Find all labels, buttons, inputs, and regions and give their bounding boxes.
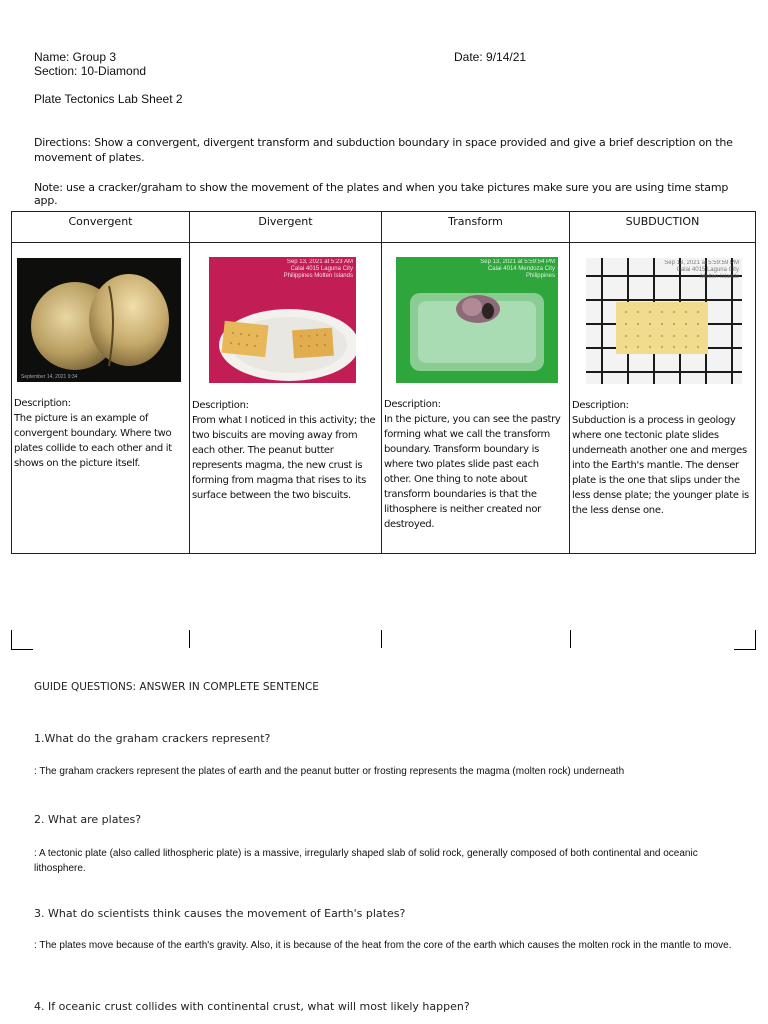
- guide-heading: GUIDE QUESTIONS: ANSWER IN COMPLETE SENTENCE: [34, 681, 319, 693]
- description-label: Description:: [571, 400, 629, 411]
- crop-mark: [189, 630, 190, 648]
- column-header-subduction: SUBDUCTION: [569, 212, 755, 243]
- question-3: 3. What do scientists think causes the movement of Earth's plates?: [34, 907, 406, 920]
- convergent-description: The picture is an example of convergent boundary. Where two plates collide to each other and it shows on the picture itself.: [14, 413, 172, 469]
- crop-mark: [11, 649, 33, 650]
- divergent-cell: [189, 243, 381, 554]
- divergent-description: From what I noticed in this activity; the two biscuits are moving away from each other. The peanut butter represents magma, the new crust is forming from magma that rises to its surface between the two biscuits.: [191, 415, 376, 501]
- crop-mark: [381, 630, 382, 648]
- subduction-description: Subduction is a process in geology where one tectonic plate slides underneath another one and merges into the Earth's mantle. The denser plate is the one that slips under the less dense plate; the younger plate is the less dense one.: [571, 415, 749, 516]
- description-label: Description:: [383, 399, 441, 410]
- note-text: Note: use a cracker/graham to show the movement of the plates and when you take pictures make sure you are using time stamp app.: [34, 181, 729, 207]
- boundary-table: [11, 211, 756, 554]
- answer-2: : A tectonic plate (also called lithospheric plate) is a massive, irregularly shaped slab of solid rock, generally composed of both continental and oceanic lithosphere.: [34, 848, 698, 874]
- column-header-convergent: Convergent: [12, 212, 190, 243]
- description-label: Description:: [14, 398, 71, 409]
- crop-mark: [570, 630, 571, 648]
- crop-mark: [755, 630, 756, 650]
- transform-cell: [381, 243, 569, 554]
- crop-mark: [11, 630, 12, 650]
- date-field: Date: 9/14/21: [454, 50, 527, 64]
- column-header-divergent: Divergent: [189, 212, 381, 243]
- subduction-photo: [586, 258, 742, 384]
- cracker-collision-image: [17, 258, 181, 382]
- photo-timestamp: Sep 13, 2021 at 5:59:59 PM Calai 4015 Laguna City Molten Islands: [664, 260, 739, 280]
- description-label: Description:: [191, 400, 249, 411]
- transform-description: In the picture, you can see the pastry forming what we call the transform boundary. Transform boundary is where two plates slide past each other. One thing to note about transform boundaries is that the lithosphere is neither created nor destroyed.: [383, 414, 561, 530]
- transform-photo: [396, 257, 558, 383]
- photo-timestamp: Sep 13, 2021 at 5:23 AM Calai 4015 Laguna City Philippines Molten Islands: [283, 259, 353, 279]
- divergent-photo: [209, 257, 356, 383]
- section-field: Section: 10-Diamond: [34, 64, 147, 78]
- directions-text: Directions: Show a convergent, divergent transform and subduction boundary in space provided and give a brief description on the movement of plates.: [34, 136, 733, 164]
- photo-timestamp: September 14, 2021 9:34: [21, 374, 78, 380]
- question-2: 2. What are plates?: [34, 813, 142, 826]
- subduction-cell: [569, 243, 755, 554]
- convergent-photo: [17, 258, 181, 382]
- name-field: Name: Group 3: [34, 50, 117, 64]
- column-header-transform: Transform: [381, 212, 569, 243]
- answer-1: : The graham crackers represent the plates of earth and the peanut butter or frosting represents the magma (molten rock) underneath: [34, 766, 625, 777]
- question-1: 1.What do the graham crackers represent?: [34, 732, 271, 745]
- question-4: 4. If oceanic crust collides with continental crust, what will most likely happen?: [34, 1000, 470, 1013]
- crop-mark: [734, 649, 756, 650]
- answer-3: : The plates move because of the earth's gravity. Also, it is because of the heat from the core of the earth which causes the molten rock in the mantle to move.: [34, 940, 732, 951]
- photo-timestamp: Sep 13, 2021 at 5:59:54 PM Calai 4014 Mendoza City Philippines: [480, 259, 555, 279]
- lab-sheet-title: Plate Tectonics Lab Sheet 2: [34, 92, 183, 106]
- convergent-cell: [12, 243, 190, 554]
